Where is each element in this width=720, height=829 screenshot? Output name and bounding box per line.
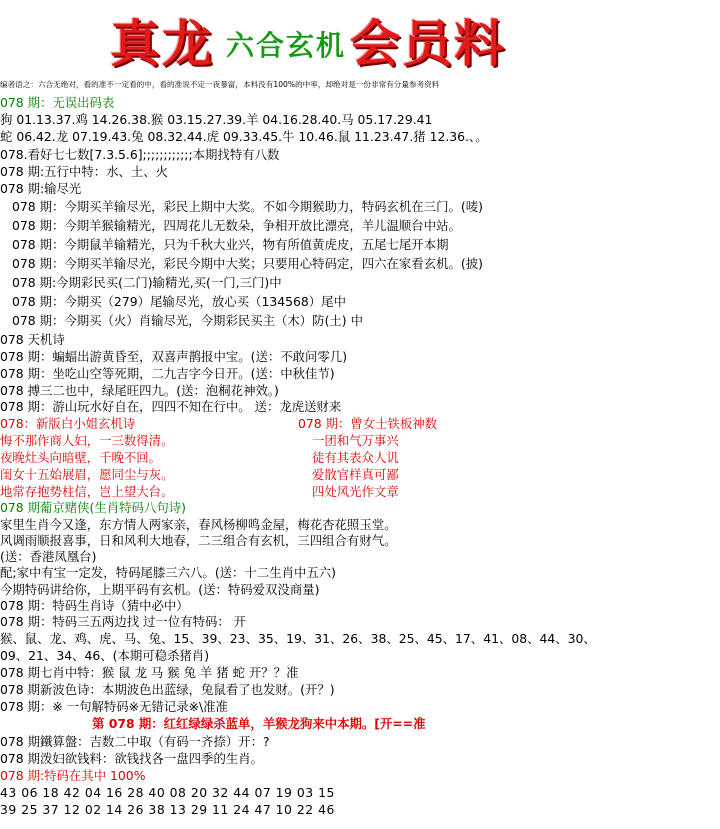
text-line: 078 期七肖中特：猴 鼠 龙 马 猴 兔 羊 猪 蛇 开？？准: [0, 665, 299, 680]
text-line: 078 期：特码生肖诗（猜中必中）: [0, 598, 189, 613]
poem-line: 一团和气万事兴: [312, 433, 399, 448]
text-line: 09、21、34、46、(本期可稳杀猪肖): [0, 648, 210, 663]
number-row: 39 25 37 12 02 14 26 38 13 29 11 24 47 10 22 46: [0, 802, 335, 817]
text-line: 078 期：特码三五两边找 过一位有特码： 开: [0, 614, 247, 629]
text-line: 078.看好七七数[7.3.5.6];;;;;;;;;;;;本期找特有八数: [0, 147, 280, 162]
text-line: 078 期：今期买羊输尽光，彩民今期中大奖；只要用心特码定，四六在家看玄机。(披): [12, 256, 483, 271]
text-line: 蛇 06.42.龙 07.19.43.兔 08.32.44.虎 09.33.45.牛 10.46.鼠 11.23.47.猪 12.36.、。: [0, 129, 488, 144]
poem-line: 闺女十五始展眉，愿同尘与灰。: [0, 467, 174, 482]
poem-line: 徒有其表众人讥: [312, 450, 399, 465]
page-title: [110, 4, 530, 73]
section-heading: 078 期：曾女士铁板神数: [298, 416, 438, 431]
disclaimer: 编者语之：六合无绝对，看的准不一定看的中，看的准说不定一夜暴富，本料没有100%的中率，却绝对是一份非常有分量参考资料: [0, 80, 440, 89]
text-line: 家里生肖今又逢，东方情人两家亲，春风杨柳鸣金屋，梅花杏花照玉堂。: [0, 517, 397, 532]
text-line: 狗 01.13.37.鸡 14.26.38.猴 03.15.27.39.羊 04.16.28.40.马 05.17.29.41: [0, 112, 433, 127]
text-line: 078 期新波色诗：本期波色出蓝绿，兔鼠看了也发财。(开？): [0, 682, 335, 697]
section-heading: 078 期：无误出码表: [0, 95, 115, 110]
highlight-line: 第 078 期：红红绿绿杀蓝单，羊猴龙狗来中本期。[开==准: [92, 716, 426, 731]
poem-line: 悔不那作商人妇，一三数得清。: [0, 433, 174, 448]
poem-line: 爱散官样真可鄙: [312, 467, 399, 482]
text-line: 配;家中有宝一定发，特码尾膝三六八。(送：十二生肖中五六): [0, 565, 336, 580]
poem-line: 夜晚灶头向暗壁，千晚不回。: [0, 450, 162, 465]
text-line: 今期特码讲给你，上期平码有玄机。(送：特码爱双没商量): [0, 582, 320, 597]
text-line: 078 期泼妇欲钱料：欲钱找各一盘四季的生肖。: [0, 751, 264, 766]
text-line: 078 期：今期买（279）尾输尽光，放心买（134568）尾中: [12, 294, 346, 309]
text-line: 078 期:输尽光: [0, 181, 82, 196]
text-line: (送：香港凤凰台): [0, 549, 97, 564]
text-line: 078 期：蝙蝠出游黄昏至，双喜声鹊报中宝。(送：不敢问零几): [0, 349, 348, 364]
text-line: 078 期：今期羊猴输精光，四周花儿无数朵，争相开放比漂亮，羊儿温顺台中站。: [12, 218, 461, 233]
text-line: 风调雨顺报喜事，日和风利大地春，二三组合有玄机，三四组合有财气。: [0, 533, 397, 548]
text-line: 猴、鼠、龙、鸡、虎、马、兔、15、39、23、35、19、31、26、38、25、45、17、41、08、44、30、: [0, 631, 596, 646]
title-part1: 真龙: [110, 14, 214, 73]
section-heading: 078 期:特码在其中 100%: [0, 768, 146, 783]
text-line: 078 期：今期买羊输尽光，彩民上期中大奖。不如今期猴助力，特码玄机在三门。(唛): [12, 199, 483, 214]
text-line: 078 期鐵算盤：吉数二中取（有码一齐捺）开：?: [0, 734, 270, 749]
text-line: 078 搏三二也中，绿尾旺四九。(送：泡桐花神效。): [0, 383, 279, 398]
poem-line: 四处风光作文章: [312, 484, 399, 499]
text-line: 078 期:今期彩民买(二门)输精光,买(一门,三门)中: [12, 275, 282, 290]
text-line: 078 期：今期买（火）肖输尽光，今期彩民买主（木）防(土) 中: [12, 313, 363, 328]
section-heading: 078：新版白小姐玄机诗: [0, 416, 136, 431]
text-line: 078 期：今期鼠羊输精光，只为千秋大业兴，物有所值黄虎皮，五尾七尾开本期: [12, 237, 449, 252]
poem-line: 地常存抱势柱信，岂上望大台。: [0, 484, 174, 499]
text-line: 078 期：游山玩水好自在，四四不知在行中。 送：龙虎送财来: [0, 399, 342, 414]
text-line: 078 期:五行中特：水、土、火: [0, 164, 169, 179]
text-line: 078 期：※ 一句解特码※无错记录※\准准: [0, 699, 228, 714]
text-line: 078 天机诗: [0, 332, 65, 347]
title-part2: 六合玄机: [226, 29, 347, 62]
number-row: 43 06 18 42 04 16 28 40 08 20 32 44 07 19 03 15: [0, 785, 335, 800]
text-line: 078 期：坐吃山空等死期，二九吉字今日开。(送：中秋佳节): [0, 366, 335, 381]
section-heading: 078 期葡京赌侠(生肖特码八句诗): [0, 500, 186, 515]
title-part3: 会员料: [350, 14, 506, 73]
